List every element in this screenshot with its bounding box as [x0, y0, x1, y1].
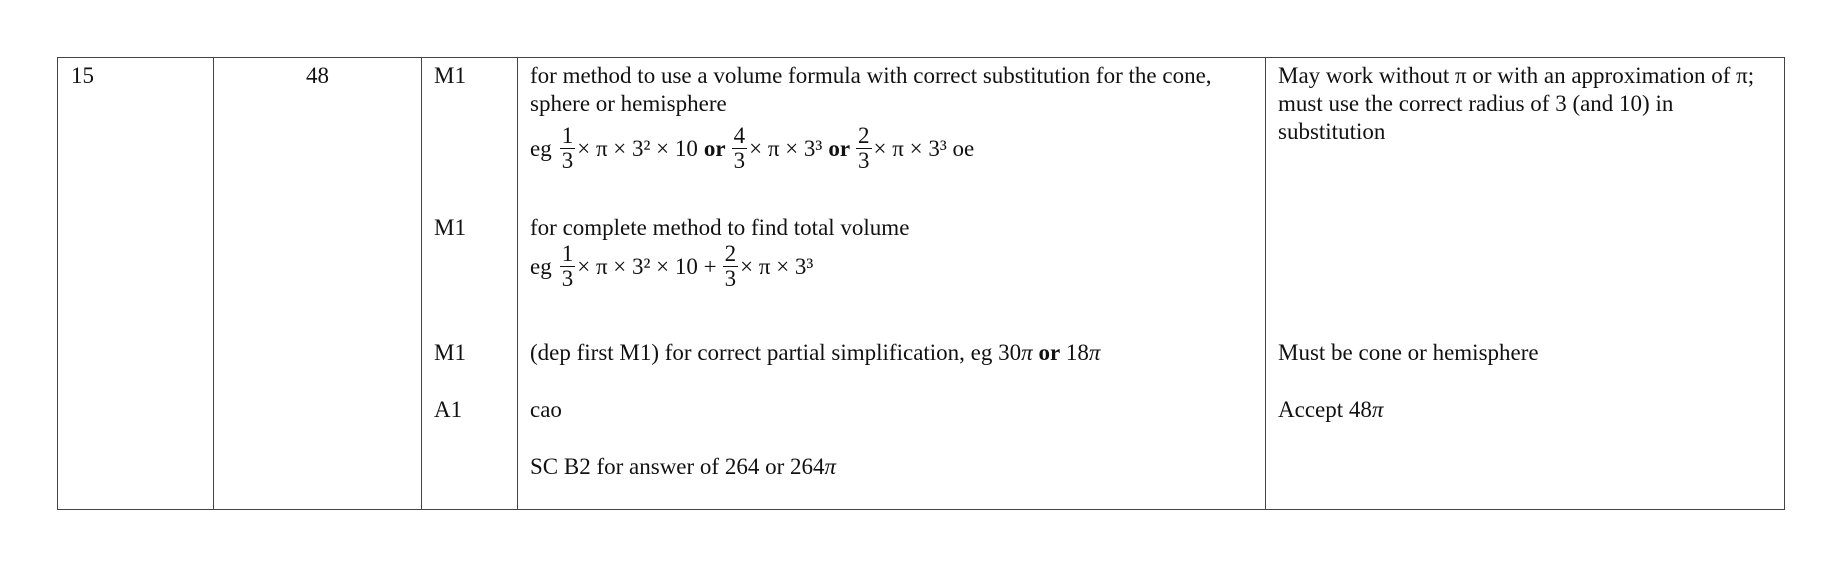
example-term: × π × 3³ oe [873, 135, 975, 161]
step-1-note: May work without π or with an approximation of π; must use the correct radius of 3 (and 10) in substitution [1278, 63, 1755, 144]
example-or: or [828, 135, 851, 161]
mark-label: M1 [434, 340, 466, 365]
fraction-denominator: 3 [561, 266, 574, 291]
question-cell [58, 58, 214, 510]
guidance-cell [518, 58, 1266, 510]
fraction-numerator: 1 [561, 241, 574, 266]
fraction-numerator: 2 [724, 241, 737, 266]
example-term: × π × 3³ [740, 253, 814, 279]
fraction-denominator: 3 [561, 148, 574, 173]
example-term: × π × 3³ [749, 135, 823, 161]
special-case-part: SC B2 for answer of 264 or 264 [530, 454, 825, 479]
special-case-text [530, 453, 836, 481]
pi-symbol: π [824, 454, 837, 479]
additional-guidance-cell [1266, 58, 1785, 510]
step-2-text: for complete method to find total volume [530, 215, 910, 240]
example-prefix: eg [530, 253, 552, 279]
step-3-text-part: (dep first M1) for correct partial simplification, eg 30 [530, 340, 1022, 365]
mark-label: A1 [434, 397, 463, 422]
answer-cell [214, 58, 422, 510]
fraction [560, 242, 576, 291]
example-term: × π × 3² × 10 [577, 135, 698, 161]
pi-symbol: π [1371, 397, 1384, 422]
fraction-denominator: 3 [724, 266, 737, 291]
example-or: or [703, 135, 726, 161]
mark-label: M1 [434, 215, 466, 240]
answer-value: 48 [306, 63, 329, 88]
mark-cell [422, 58, 518, 510]
pi-symbol: π [1088, 340, 1101, 365]
mark-label: M1 [434, 63, 466, 88]
step-2-example [530, 242, 813, 291]
fraction-numerator: 2 [858, 123, 870, 148]
step-1-text: for method to use a volume formula with correct substitution for the cone, sphere or hemisphere [530, 63, 1212, 116]
fraction-numerator: 1 [561, 123, 574, 148]
step-1-example [530, 124, 974, 173]
step-4-note-part: Accept 48 [1278, 397, 1372, 422]
example-term: × π × 3² × 10 + [577, 253, 717, 279]
step-4-text: cao [530, 397, 562, 422]
fraction-denominator: 3 [733, 148, 746, 173]
fraction [732, 124, 748, 173]
step-3-text-part: 18 [1065, 340, 1089, 365]
mark-scheme-table [57, 57, 1785, 510]
fraction [560, 124, 576, 173]
fraction-denominator: 3 [858, 148, 870, 173]
step-3-note: Must be cone or hemisphere [1278, 340, 1539, 365]
step-4-note [1278, 396, 1383, 424]
table-row [58, 58, 1785, 510]
fraction [856, 124, 872, 173]
question-number: 15 [71, 63, 94, 88]
example-prefix: eg [530, 135, 552, 161]
step-3-text [530, 339, 1100, 367]
pi-symbol: π [1021, 340, 1033, 365]
step-3-or: or [1038, 340, 1061, 365]
fraction-numerator: 4 [733, 123, 746, 148]
fraction [723, 242, 739, 291]
